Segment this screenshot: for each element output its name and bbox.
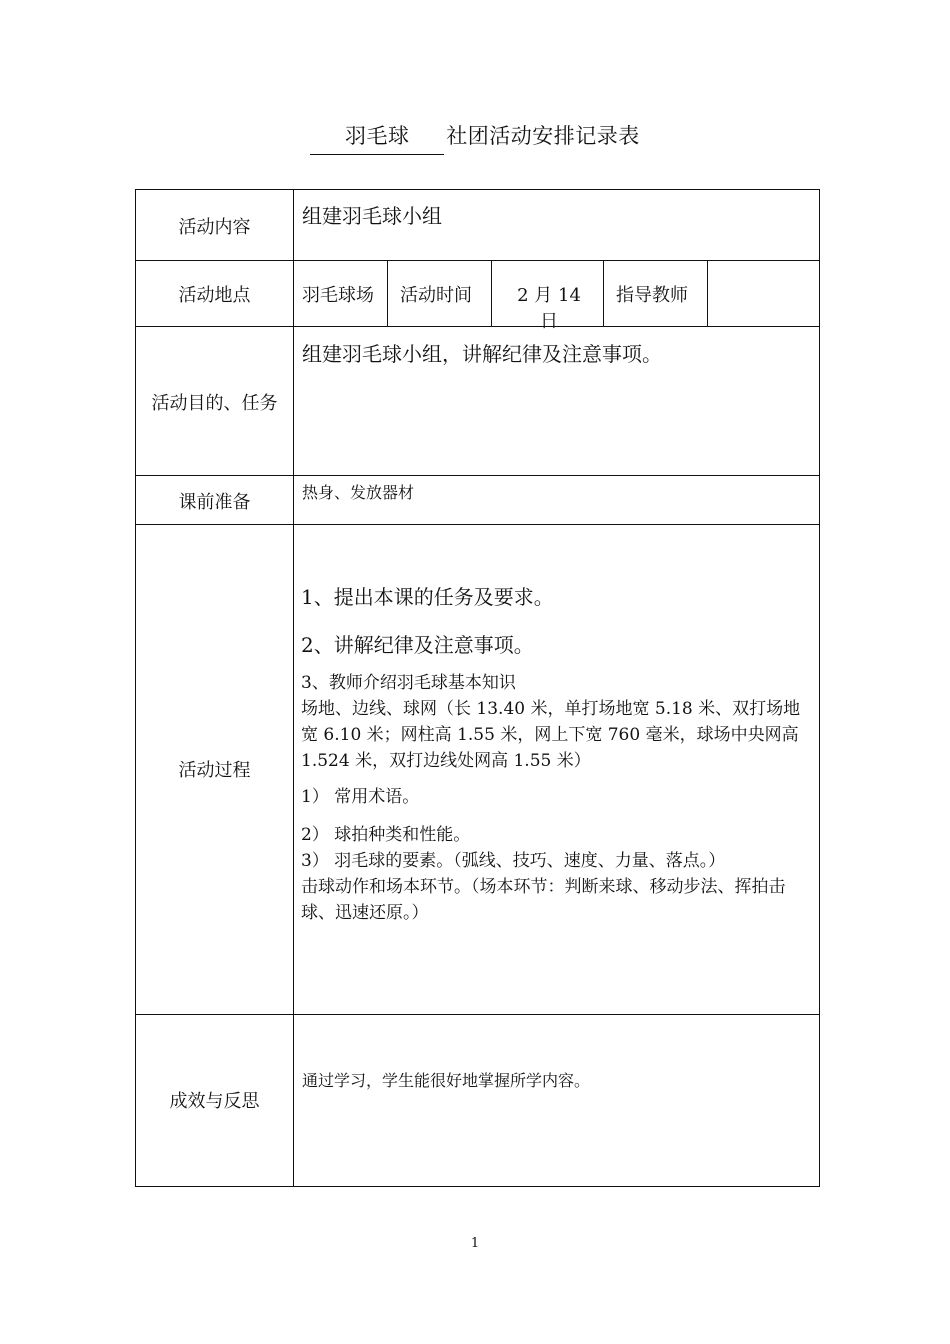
- column-divider: [387, 260, 388, 326]
- label-activity-location: 活动地点: [178, 285, 251, 306]
- column-divider: [603, 260, 604, 326]
- row-divider: [136, 1014, 819, 1015]
- column-divider: [707, 260, 708, 326]
- activity-purpose-value: 组建羽毛球小组，讲解纪律及注意事项。: [302, 342, 662, 366]
- row-divider: [136, 260, 819, 261]
- label-activity-content: 活动内容: [178, 217, 251, 238]
- activity-record-table: [135, 189, 820, 1187]
- club-name: 羽毛球: [310, 120, 444, 155]
- process-step-2: 2、讲解纪律及注意事项。: [301, 633, 534, 657]
- label-activity-process: 活动过程: [178, 760, 251, 781]
- page-number: 1: [470, 1236, 480, 1251]
- term-item-2: 2） 球拍种类和性能。: [301, 825, 471, 845]
- label-activity-purpose: 活动目的、任务: [151, 393, 278, 414]
- activity-location-value: 羽毛球场: [302, 285, 374, 306]
- activity-content-value: 组建羽毛球小组: [302, 204, 442, 228]
- stroke-actions: 击球动作和场本环节。（场本环节：判断来球、移动步法、挥拍击球、迅速还原。）: [301, 877, 786, 923]
- document-title: [0, 120, 950, 155]
- column-divider: [491, 260, 492, 326]
- reflection-value: 通过学习，学生能很好地掌握所学内容。: [302, 1071, 591, 1090]
- row-divider: [136, 475, 819, 476]
- label-preparation: 课前准备: [178, 492, 251, 513]
- process-content: [301, 584, 813, 926]
- label-activity-time: 活动时间: [400, 285, 472, 306]
- process-step-3: 3、教师介绍羽毛球基本知识: [301, 673, 516, 693]
- preparation-value: 热身、发放器材: [302, 483, 415, 502]
- process-step-1: 1、提出本课的任务及要求。: [301, 585, 554, 609]
- term-item-1: 1） 常用术语。: [301, 787, 420, 807]
- column-divider: [293, 190, 294, 1186]
- row-divider: [136, 326, 819, 327]
- court-dimensions: 场地、边线、球网（长 13.40 米，单打场地宽 5.18 米、双打场地宽 6.10 米；网柱高 1.55 米，网上下宽 760 毫米，球场中央网高 1.524 米，双打边线处网高 1.55 米）: [301, 699, 801, 771]
- activity-time-value: 2 月 14 日: [517, 285, 581, 332]
- title-text: 社团活动安排记录表: [446, 124, 640, 148]
- label-reflection: 成效与反思: [169, 1091, 260, 1112]
- row-divider: [136, 524, 819, 525]
- term-item-3: 3） 羽毛球的要素。（弧线、技巧、速度、力量、落点。）: [301, 851, 726, 871]
- label-instructor: 指导教师: [616, 285, 688, 306]
